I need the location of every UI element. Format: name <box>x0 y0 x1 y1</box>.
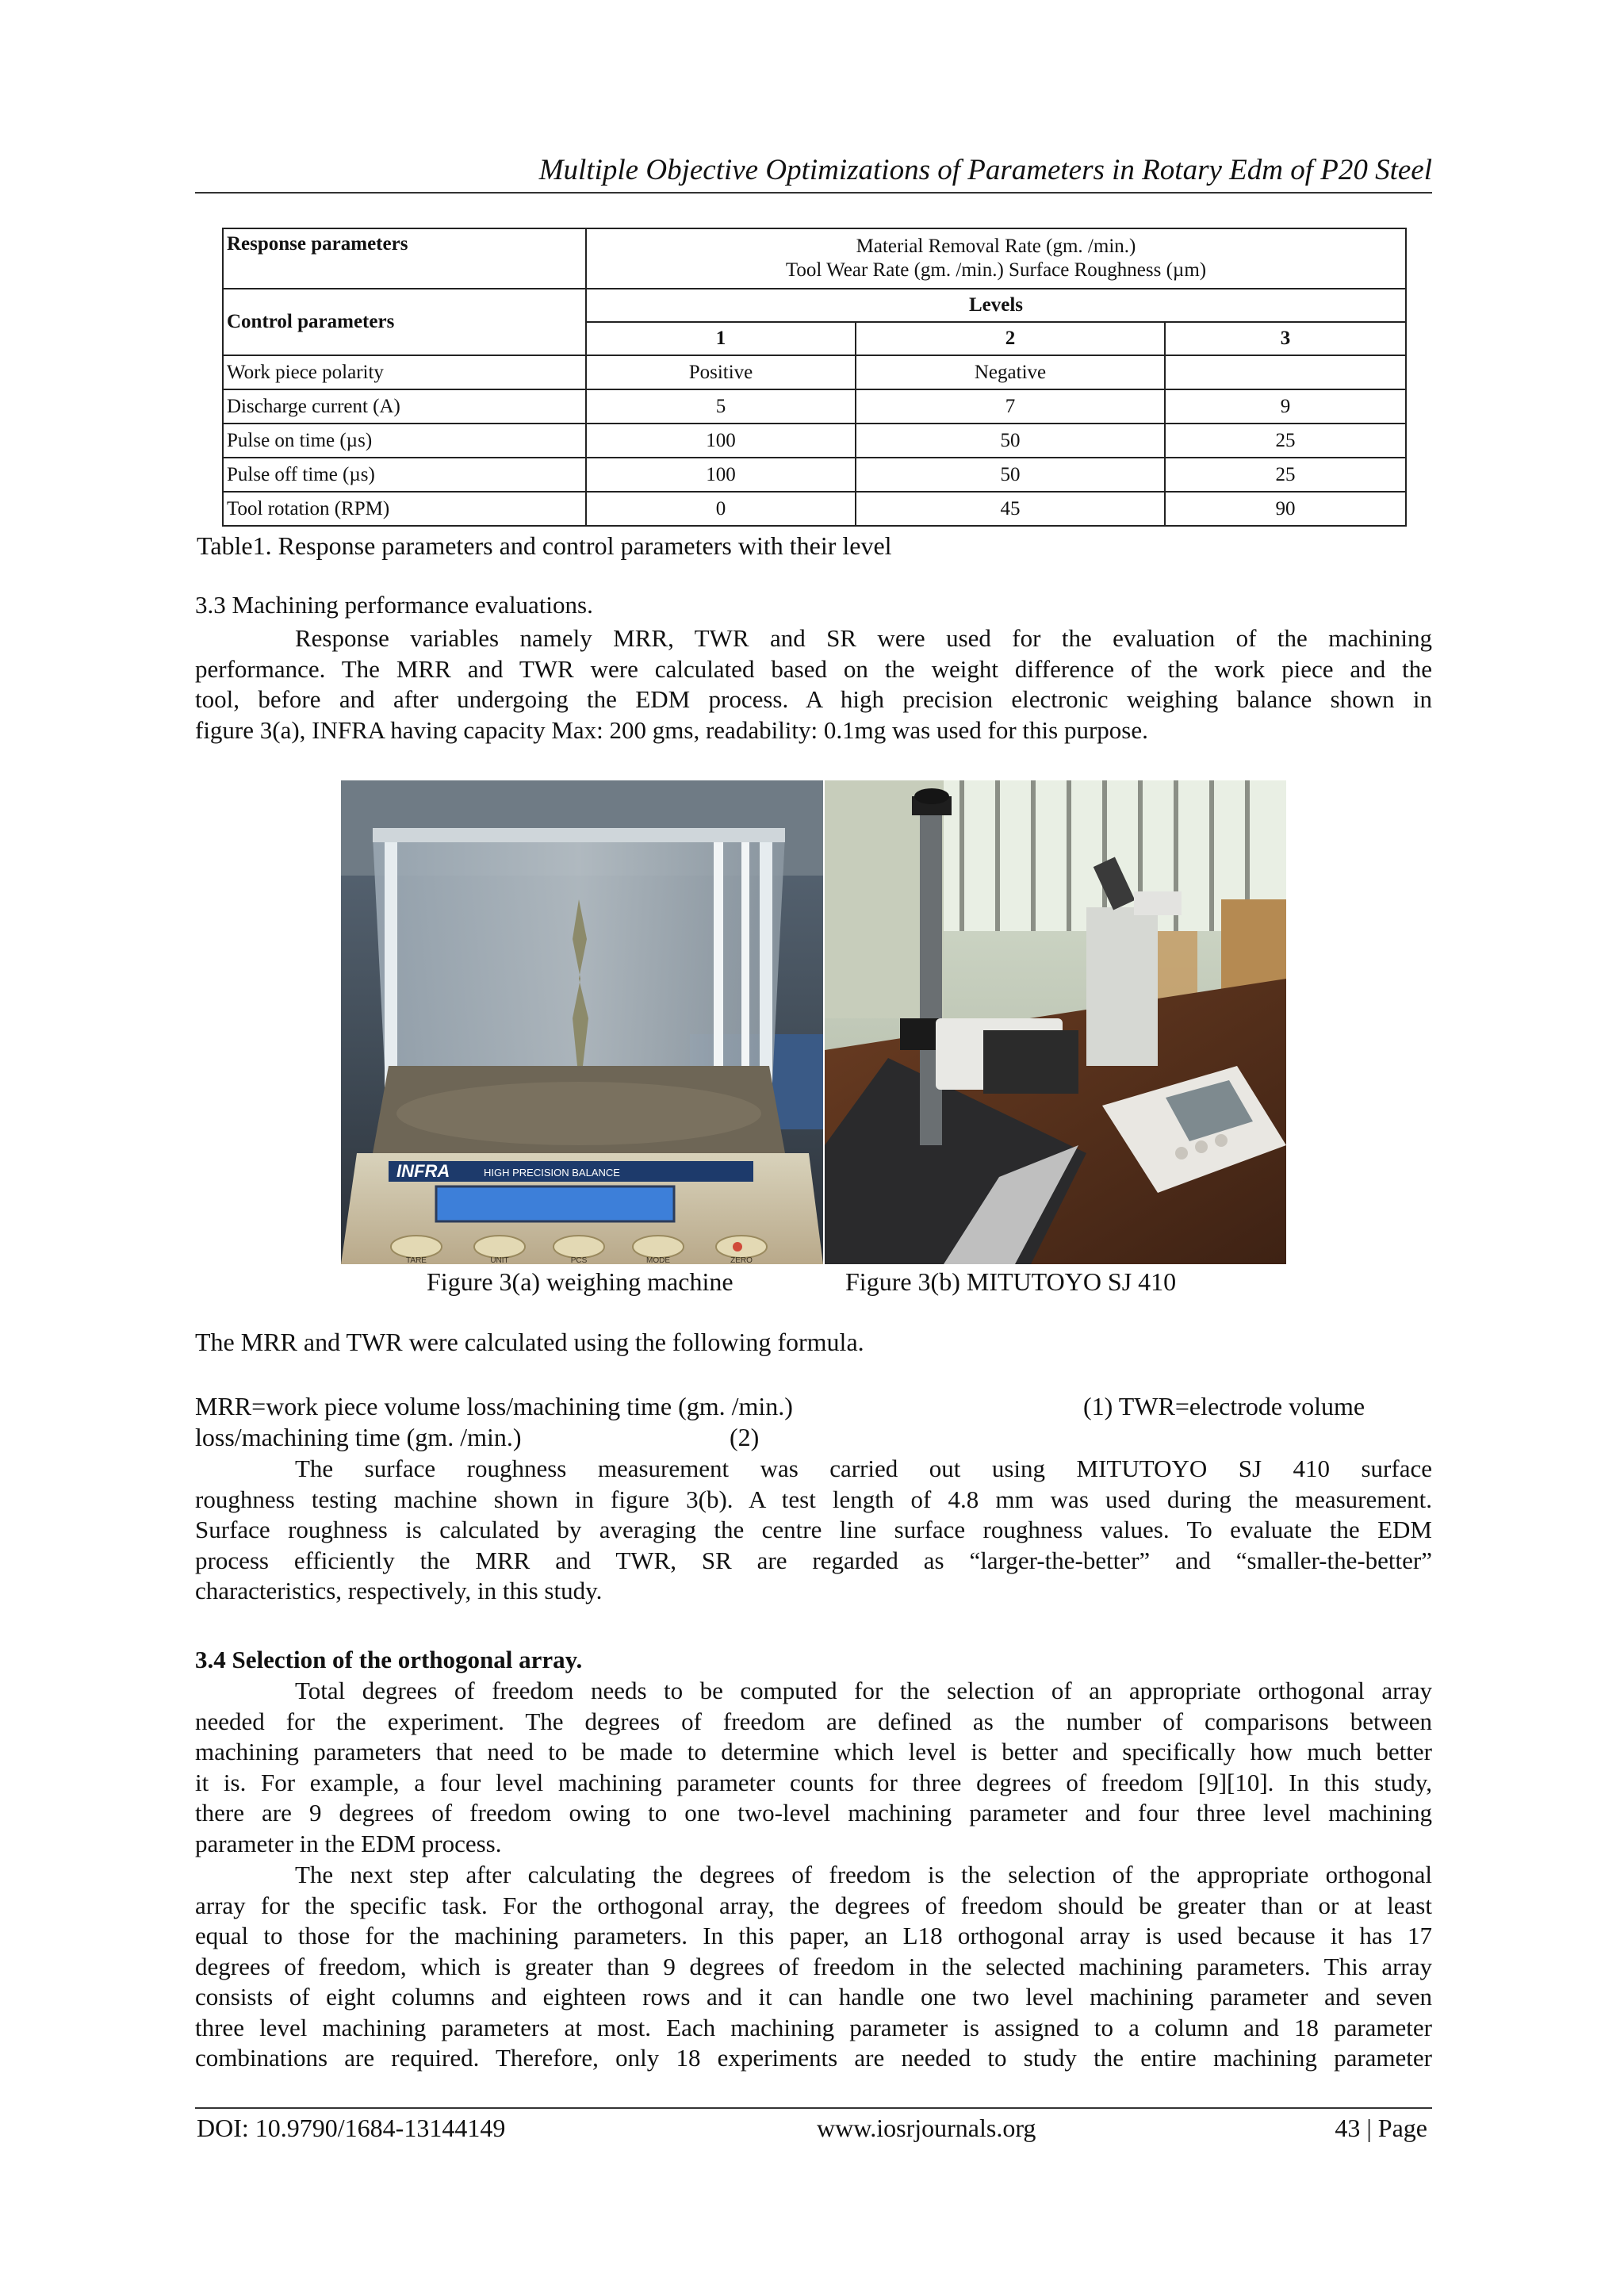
cell: 7 <box>856 389 1165 424</box>
unit-key-label: UNIT <box>490 1256 509 1264</box>
paragraph-line: Response variables namely MRR, TWR and SR were used for the evaluation of the machining <box>295 624 1432 652</box>
cell: 25 <box>1165 458 1406 492</box>
cell <box>1165 355 1406 389</box>
balance-label: HIGH PRECISION BALANCE <box>484 1167 620 1179</box>
balance-brand: INFRA <box>396 1161 450 1181</box>
response-line-2: Tool Wear Rate (gm. /min.) Surface Roughness (µm) <box>785 259 1207 281</box>
paragraph-line: process efficiently the MRR and TWR, SR are regarded as “larger-the-better” and “smaller-the-better” <box>195 1546 1432 1574</box>
response-cell <box>586 228 1406 289</box>
paragraph-line: there are 9 degrees of freedom owing to one two-level machining parameter and four three level machining <box>195 1799 1432 1826</box>
section-3-4-paragraph-1 <box>195 1676 1432 1859</box>
paragraph-line: figure 3(a), INFRA having capacity Max: 200 gms, readability: 0.1mg was used for this purpose. <box>195 715 1148 744</box>
paragraph-line: Total degrees of freedom needs to be computed for the selection of an appropriate orthogonal array <box>295 1677 1432 1704</box>
cell: 50 <box>856 424 1165 458</box>
figure-3b-caption: Figure 3(b) MITUTOYO SJ 410 <box>845 1267 1177 1296</box>
table-caption: Table1. Response parameters and control parameters with their level <box>197 531 892 560</box>
formula-intro: The MRR and TWR were calculated using the following formula. <box>195 1328 864 1356</box>
paragraph-line: The surface roughness measurement was carried out using MITUTOYO SJ 410 surface <box>295 1455 1432 1482</box>
header-rule <box>195 192 1432 194</box>
paragraph-line: Surface roughness is calculated by averaging the centre line surface roughness values. To evaluate the EDM <box>195 1516 1432 1543</box>
paragraph-line: combinations are required. Therefore, only 18 experiments are needed to study the entire machining parameter <box>195 2044 1432 2072</box>
paragraph-line: array for the specific task. For the orthogonal array, the degrees of freedom should be greater than or at least <box>195 1891 1432 1919</box>
levels-label: Levels <box>586 289 1406 322</box>
cell: Positive <box>586 355 856 389</box>
footer-doi: DOI: 10.9790/1684-13144149 <box>197 2114 506 2142</box>
footer-page-number: 43 | Page <box>1335 2114 1427 2142</box>
unit-button <box>474 1236 525 1258</box>
cell: 5 <box>586 389 856 424</box>
cell: 9 <box>1165 389 1406 424</box>
surface-roughness-tester-illustration <box>825 780 1286 1264</box>
table-row <box>223 492 1406 526</box>
paragraph-line: roughness testing machine shown in figure 3(b). A test length of 4.8 mm was used during the measurement. <box>195 1485 1432 1513</box>
row-name: Work piece polarity <box>223 355 586 389</box>
paragraph-line: characteristics, respectively, in this study. <box>195 1577 603 1604</box>
row-name: Tool rotation (RPM) <box>223 492 586 526</box>
cell: 45 <box>856 492 1165 526</box>
row-name: Pulse off time (µs) <box>223 458 586 492</box>
row-name: Discharge current (A) <box>223 389 586 424</box>
row-name: Pulse on time (µs) <box>223 424 586 458</box>
control-label: Control parameters <box>223 289 586 355</box>
table-row <box>223 389 1406 424</box>
response-line-1: Material Removal Rate (gm. /min.) <box>856 236 1136 257</box>
cell: 0 <box>586 492 856 526</box>
weighing-balance-illustration <box>341 780 823 1264</box>
section-3-3-paragraph <box>195 623 1432 746</box>
table-row <box>223 458 1406 492</box>
footer-site: www.iosrjournals.org <box>817 2114 1036 2142</box>
cell: 25 <box>1165 424 1406 458</box>
pcs-button <box>553 1236 604 1258</box>
cell: 50 <box>856 458 1165 492</box>
balance-display <box>436 1186 674 1221</box>
formula-1: MRR=work piece volume loss/machining time (gm. /min.) <box>195 1392 793 1420</box>
level-1: 1 <box>586 322 856 355</box>
level-2: 2 <box>856 322 1165 355</box>
cell: 90 <box>1165 492 1406 526</box>
mode-key-label: MODE <box>646 1256 670 1264</box>
paragraph-line: parameter in the EDM process. <box>195 1829 502 1857</box>
cell: 100 <box>586 424 856 458</box>
response-label: Response parameters <box>223 228 586 289</box>
cell: 100 <box>586 458 856 492</box>
paragraph-line: needed for the experiment. The degrees of freedom are defined as the number of comparisons between <box>195 1707 1432 1735</box>
table-row <box>223 355 1406 389</box>
parameters-table <box>222 228 1407 527</box>
footer-rule <box>195 2107 1432 2109</box>
tare-button <box>391 1236 442 1258</box>
running-header: Multiple Objective Optimizations of Parameters in Rotary Edm of P20 Steel <box>538 154 1432 186</box>
paragraph-line: machining parameters that need to be made to determine which level is better and specifically how much better <box>195 1738 1432 1765</box>
paragraph-line: three level machining parameters at most. Each machining parameter is assigned to a column and 18 parameter <box>195 2013 1432 2041</box>
mode-button <box>633 1236 684 1258</box>
paragraph-line: tool, before and after undergoing the EDM process. A high precision electronic weighing balance shown in <box>195 685 1432 713</box>
tare-key-label: TARE <box>406 1256 427 1264</box>
formula-2: loss/machining time (gm. /min.) <box>195 1423 522 1451</box>
figure-3a-caption: Figure 3(a) weighing machine <box>427 1267 733 1296</box>
paragraph-line: degrees of freedom, which is greater than 9 degrees of freedom in the selected machining parameters. This array <box>195 1952 1432 1980</box>
cell: Negative <box>856 355 1165 389</box>
roughness-tester-photo <box>825 780 1286 1264</box>
formula-2-number: (2) <box>730 1423 760 1451</box>
section-heading-3-3: 3.3 Machining performance evaluations. <box>195 591 593 619</box>
paragraph-line: The next step after calculating the degrees of freedom is the selection of the appropriate orthogonal <box>295 1861 1432 1888</box>
level-3: 3 <box>1165 322 1406 355</box>
section-3-4-paragraph-2 <box>195 1860 1432 2074</box>
table-row <box>223 424 1406 458</box>
zero-key-label: ZERO <box>730 1256 753 1264</box>
surface-roughness-paragraph <box>195 1454 1432 1607</box>
paragraph-line: consists of eight columns and eighteen rows and it can handle one two level machining parameter and seven <box>195 1983 1432 2010</box>
pcs-key-label: PCS <box>570 1256 588 1264</box>
paragraph-line: performance. The MRR and TWR were calculated based on the weight difference of the work piece and the <box>195 654 1432 683</box>
paragraph-line: it is. For example, a four level machining parameter counts for three degrees of freedom [9][10]. In this study, <box>195 1768 1432 1796</box>
paragraph-line: equal to those for the machining parameters. In this paper, an L18 orthogonal array is used because it has 17 <box>195 1922 1432 1949</box>
section-heading-3-4: 3.4 Selection of the orthogonal array. <box>195 1646 583 1673</box>
weighing-machine-photo <box>341 780 823 1264</box>
formula-1-number: (1) TWR=electrode volume <box>1083 1392 1365 1420</box>
